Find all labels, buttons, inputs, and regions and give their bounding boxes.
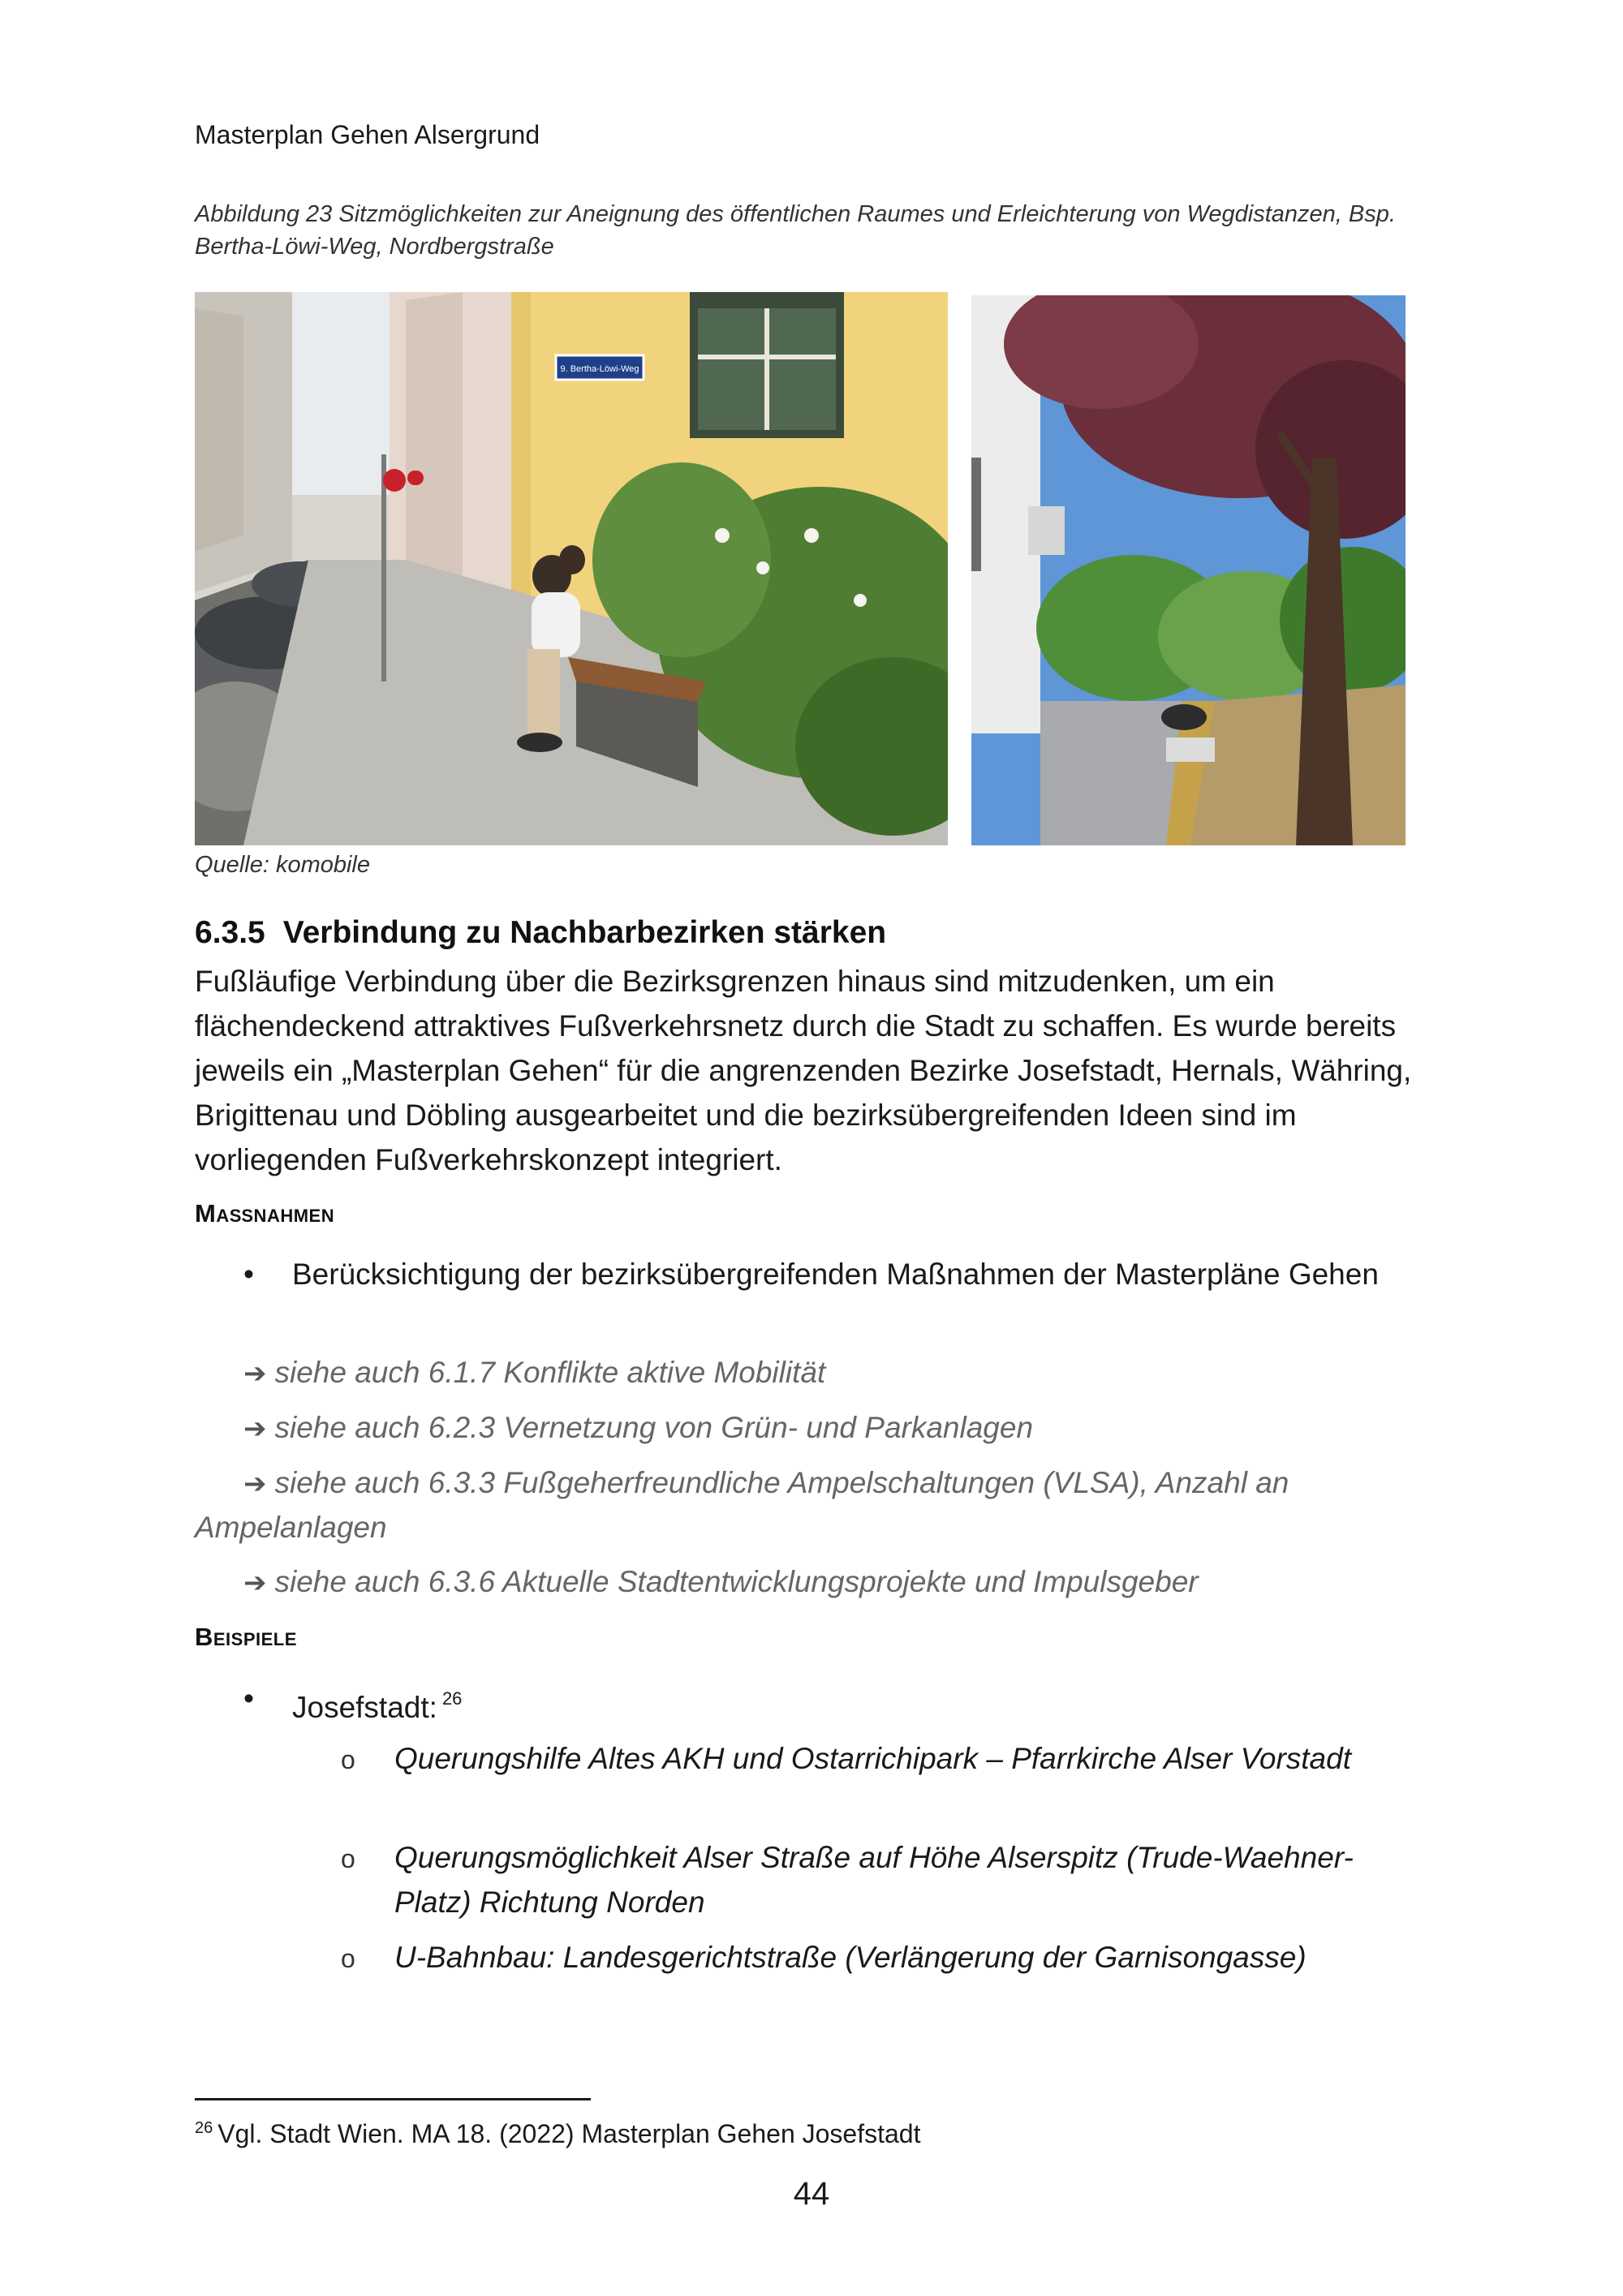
- cross-ref-text: siehe auch 6.3.3 Fußgeherfreundliche Ampelschaltungen (VLSA), Anzahl an: [274, 1466, 1289, 1499]
- arrow-right-icon: ➔: [243, 1413, 267, 1444]
- footnote: [195, 2119, 920, 2149]
- example-item-text: Querungsmöglichkeit Alser Straße auf Höhe Alserspitz (Trude-Waehner-Platz) Richtung Norden: [394, 1841, 1354, 1919]
- arrow-right-icon: ➔: [243, 1567, 267, 1598]
- circle-bullet-icon: o: [341, 1944, 355, 1973]
- circle-bullet-icon: o: [341, 1745, 355, 1774]
- footnote-number: 26: [195, 2119, 213, 2137]
- example-item-text: Querungshilfe Altes AKH und Ostarrichipark – Pfarrkirche Alser Vorstadt: [394, 1742, 1351, 1775]
- page-number: 44: [793, 2176, 830, 2212]
- running-header: Masterplan Gehen Alsergrund: [195, 120, 540, 149]
- example-item-text: U-Bahnbau: Landesgerichtstraße (Verlängerung der Garnisongasse): [394, 1941, 1307, 1974]
- cross-ref-link[interactable]: [243, 1405, 1033, 1451]
- cross-ref-link[interactable]: [243, 1559, 1199, 1606]
- footnote-text: Vgl. Stadt Wien. MA 18. (2022) Masterplan Gehen Josefstadt: [217, 2119, 921, 2148]
- example-bullet-text: [292, 1676, 1436, 1730]
- example-bullet-label: Josefstadt:: [292, 1691, 437, 1724]
- park-tree-photo-drawing: [971, 295, 1406, 845]
- section-heading: [195, 915, 886, 951]
- cross-ref-text: siehe auch 6.3.6 Aktuelle Stadtentwicklungsprojekte und Impulsgeber: [274, 1565, 1199, 1598]
- bullet-dot-icon: •: [243, 1682, 254, 1715]
- section-title: Verbindung zu Nachbarbezirken stärken: [282, 915, 887, 950]
- section-number: 6.3.5: [195, 915, 265, 950]
- arrow-right-icon: ➔: [243, 1358, 267, 1389]
- cross-ref-link[interactable]: [243, 1460, 1289, 1507]
- figure-source: Quelle: komobile: [195, 852, 370, 878]
- measure-bullet-text: Berücksichtigung der bezirksübergreifenden Maßnahmen der Masterpläne Gehen: [292, 1258, 1379, 1291]
- street-bench-photo: [195, 292, 948, 845]
- bullet-dot-icon: •: [243, 1258, 254, 1291]
- cross-ref-text: siehe auch 6.2.3 Vernetzung von Grün- und Parkanlagen: [274, 1411, 1034, 1444]
- footnote-separator: [195, 2098, 591, 2100]
- arrow-right-icon: ➔: [243, 1468, 267, 1499]
- street-bench-photo-drawing: [195, 292, 948, 845]
- section-body: Fußläufige Verbindung über die Bezirksgrenzen hinaus sind mitzudenken, um ein flächendeckend attraktives Fußverkehrsnetz durch die Stadt zu schaffen. Es wurde bereits jeweils ein „Masterplan Gehen“ für die angrenzenden Bezirke Josefstadt, Hernals, Währing, Brigittenau und Döbling ausgearbeitet und die bezirksübergreifenden Ideen sind im vorliegenden Fußverkehrskonzept integriert.: [195, 965, 1412, 1176]
- cross-ref-link[interactable]: [243, 1350, 825, 1396]
- examples-heading: Beispiele: [195, 1623, 297, 1651]
- cross-ref-continuation: [195, 1505, 387, 1550]
- street-sign-label: 9. Bertha-Löwi-Weg: [560, 364, 639, 374]
- figure-caption: Abbildung 23 Sitzmöglichkeiten zur Aneignung des öffentlichen Raumes und Erleichterung von Wegdistanzen, Bsp. Bertha-Löwi-Weg, Nordbergstraße: [195, 201, 1396, 260]
- park-tree-photo: [971, 295, 1406, 845]
- cross-ref-text: siehe auch 6.1.7 Konflikte aktive Mobilität: [274, 1356, 826, 1389]
- circle-bullet-icon: o: [341, 1844, 355, 1873]
- footnote-ref-link[interactable]: 26: [441, 1688, 463, 1709]
- measures-heading: Maßnahmen: [195, 1199, 335, 1228]
- cross-ref-text: Ampelanlagen: [195, 1511, 387, 1544]
